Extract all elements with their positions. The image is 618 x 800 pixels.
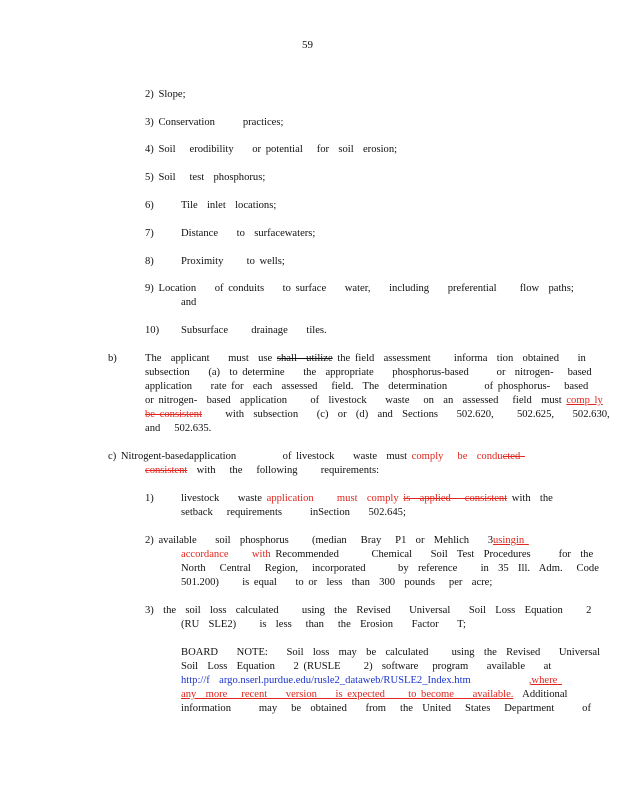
board-note-line4 [181,688,568,702]
sub-item-3-line1: 3) the soil loss calculated using the Revised Universal Soil Loss Equation 2 [145,605,592,616]
inserted-text: usingin [493,535,525,546]
sub-item-2-line4: 501.200) is equal to or less than 300 pounds per acre; [181,577,493,588]
board-note-line2: Soil Loss Equation 2 (RUSLE 2) software program available at [181,661,552,672]
sub-item-2-line3: North Central Region, incorporated by reference in 35 Ill. Adm. Code [181,563,599,574]
underline-fill [557,674,565,688]
sub-item-3-line2: (RU SLE2) is less than the Erosion Factor T; [181,619,466,630]
list-item-conservation: 3) Conservation practices; [145,117,284,128]
list-item-soil-test: 5) Soil test phosphorus; [145,172,266,183]
sub-item-1-line2: setback requirements inSection 502.645; [181,507,406,518]
list-item-tile: Tile inlet locations; [181,200,277,211]
deleted-text: consistent [145,465,188,476]
inserted-text: ,where [528,675,558,686]
board-note-line1: BOARD NOTE: Soil loss may be calculated using the Revised Universal [181,647,601,658]
para-b-line1 [145,352,586,366]
para-b-label: b) [108,353,117,364]
deleted-text: be consistent [145,409,203,420]
para-b-line5-rest: with subsection (c) or (d) and Sections 502.620, 502.625, 502.630, [202,409,610,420]
list-item-location-line2: and [181,297,197,308]
para-b-line6: and 502.635. [145,423,212,434]
list-item-slope: 2) Slope; [145,89,186,100]
rusle2-link[interactable]: http://f argo.nserl.purdue.edu/rusle2_dataweb/RUSLE2_Index.htm [181,675,471,686]
strike-line [520,450,560,464]
board-note-line5: information may be obtained from the United States Department of [181,703,591,714]
deleted-text: is applied consistent [403,493,508,504]
list-number-distance: 7) [145,228,154,239]
para-b-line5 [145,408,610,422]
board-note-line4-rest: Additional [513,689,568,700]
list-number-subsurface: 10) [145,325,160,336]
inserted-text: application must comply [266,493,399,504]
list-item-soil-erodibility: 4) Soil erodibility or potential for soil erosion; [145,144,398,155]
deleted-text: shall utilize [276,353,333,364]
para-b-line4-text: or nitrogen- based application of livestock waste on an assessed field must [145,395,567,406]
para-c-line1-text: c) Nitrogent-basedapplication of livestock waste must [108,451,412,462]
para-b-line1-rest: the field assessment informa tion obtained in [332,353,586,364]
sub-item-1-text: livestock waste [181,493,267,504]
para-b-line4 [145,394,603,408]
para-c-line2-rest: with the following requirements: [187,465,380,476]
board-note-line3 [181,674,565,688]
para-c-line2 [145,464,379,478]
list-item-location-line1: 9) Location of conduits to surface water, including preferential flow paths; [145,283,574,294]
list-number-proximity: 8) [145,256,154,267]
deleted-text: cted [502,451,521,462]
list-number-tile: 6) [145,200,154,211]
inserted-text: comp ly [566,395,603,406]
para-b-line3: application rate for each assessed field. The determination of phosphorus- based [145,381,589,392]
sub-item-2-line2-rest: Recommended Chemical Soil Test Procedures for the [270,549,594,560]
inserted-text: accordance with [181,549,271,560]
sub-item-2-text: 2) available soil phosphorus (median Bray P1 or Mehlich 3 [145,535,493,546]
sub-item-1-number: 1) [145,493,154,504]
sub-item-1-rest: with the [507,493,553,504]
sub-item-1-line1 [181,492,553,506]
sub-item-2-line1 [145,534,550,548]
inserted-text: any more recent version is expected to become available. [181,689,514,700]
para-c-line1 [108,450,560,464]
para-b-line2: subsection (a) to determine the appropriate phosphorus-based or nitrogen- based [145,367,592,378]
underline-fill [524,534,550,548]
list-item-distance: Distance to surfacewaters; [181,228,316,239]
list-item-subsurface: Subsurface drainage tiles. [181,325,327,336]
page-number: 59 [302,39,313,51]
sub-item-2-line2 [181,548,593,562]
list-item-proximity: Proximity to wells; [181,256,285,267]
inserted-text: comply be condu [411,451,503,462]
para-b-line1-text: The applicant must use [145,353,273,364]
